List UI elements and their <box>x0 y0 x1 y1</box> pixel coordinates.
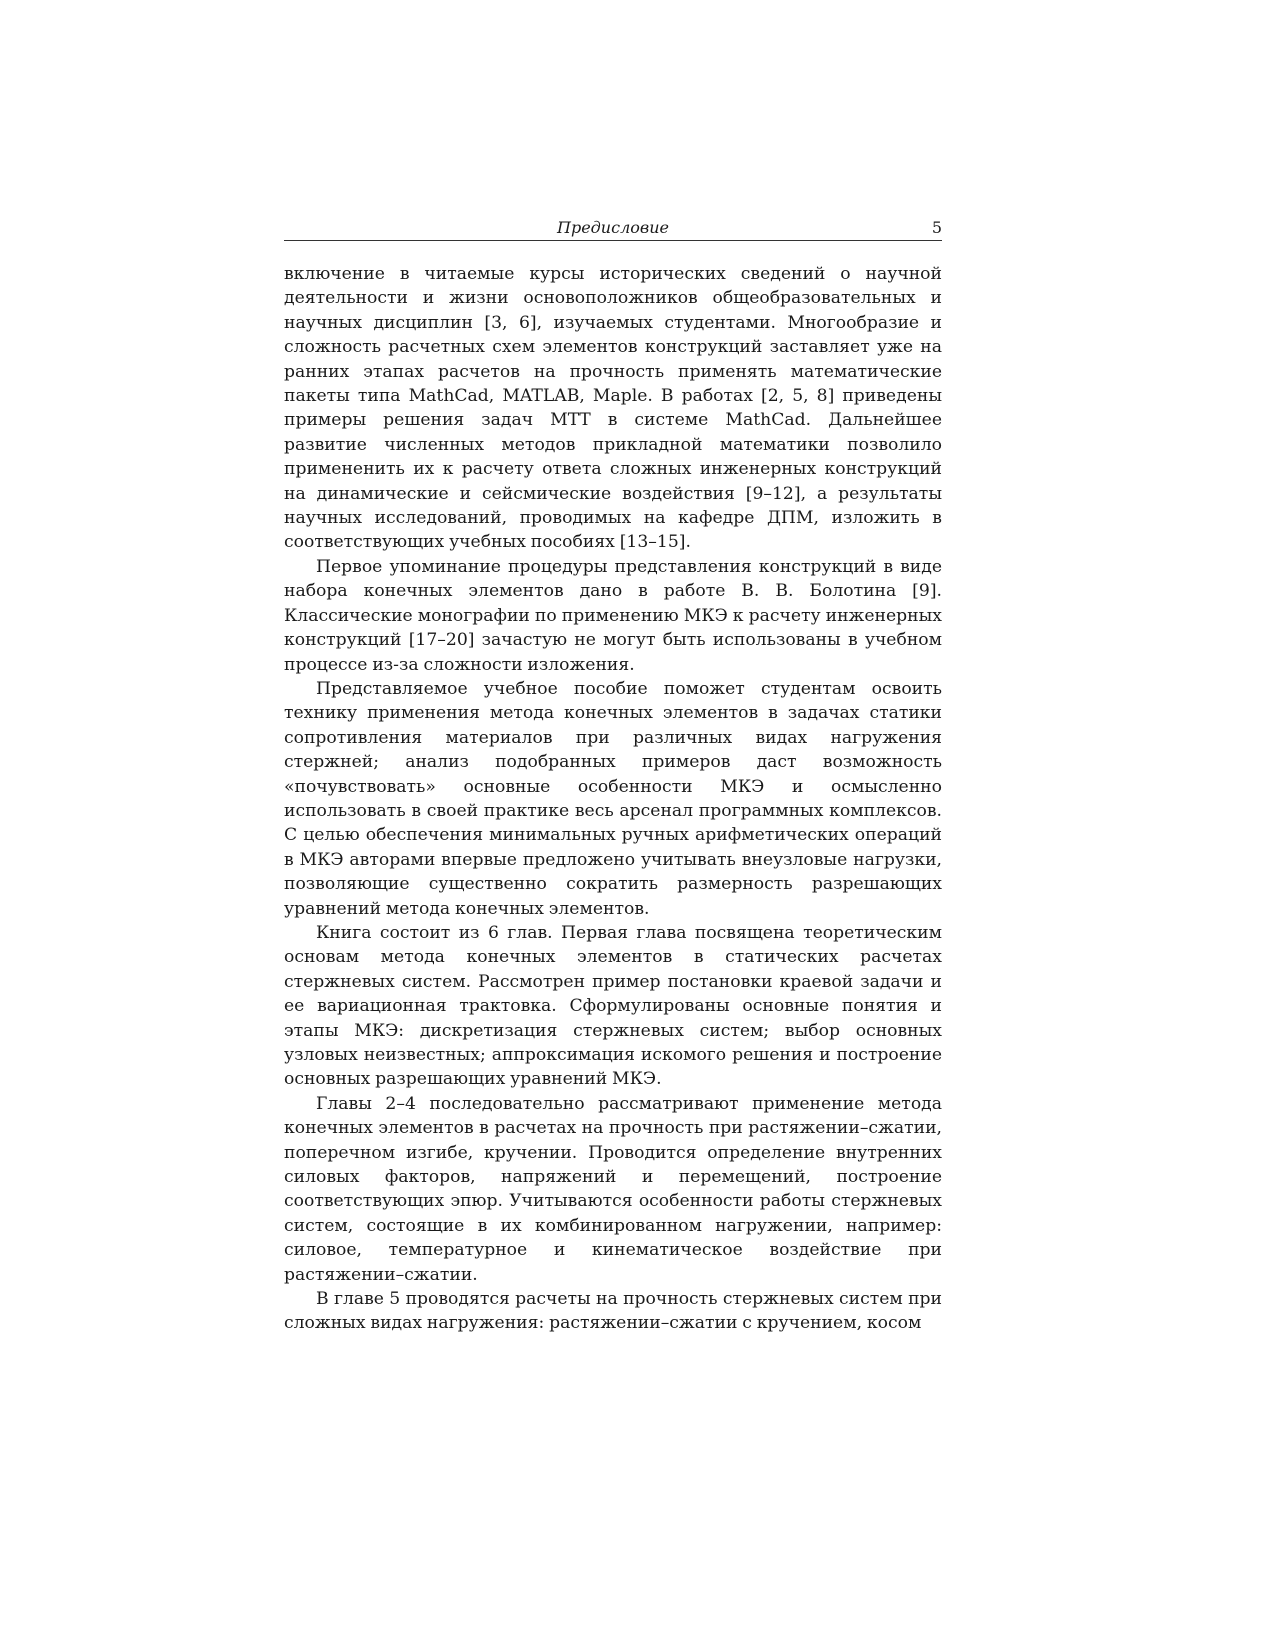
paragraph-chapter-1: Книга состоит из 6 глав. Первая глава посвящена теоретическим основам метода конечных элементов в статических расчетах стержневых систем. Рассмотрен пример постановки краевой задачи и ее вариационная трактовка. Сформулированы основные понятия и этапы МКЭ: дискретизация стержневых систем; выбор основных узловых неизвестных; аппроксимация искомого решения и построение основных разрешающих уравнений МКЭ. <box>284 922 942 1090</box>
running-header <box>284 218 942 241</box>
paragraph-chapters-2-4: Главы 2–4 последовательно рассматривают применение метода конечных элементов в расчетах на прочность при растяжении–сжатии, поперечном изгибе, кручении. Проводится определение внутренних силовых факторов, напряжений и перемещений, построение соответствующих эпюр. Учитываются особенности работы стержневых систем, состоящие в их комбинированном нагружении, например: силовое, температурное и кинематическое воздействие при растяжении–сжатии. <box>284 1093 942 1285</box>
paragraph-continuation: включение в читаемые курсы исторических сведений о научной деятельности и жизни основоположников общеобразовательных и научных дисциплин [3, 6], изучаемых студентами. Многообразие и сложность расчетных схем элементов конструкций заставляет уже на ранних этапах расчетов на прочность применять математические пакеты типа MathCad, MATLAB, Maple. В работах [2, 5, 8] приведены примеры решения задач МТТ в системе MathCad. Дальнейшее развитие численных методов прикладной математики позволило примененить их к расчету ответа сложных инженерных конструкций на динамические и сейсмические воздействия [9–12], а результаты научных исследований, проводимых на кафедре ДПМ, изложить в соответствующих учебных пособиях [13–15]. <box>284 264 942 553</box>
running-title: Предисловие <box>557 218 669 237</box>
paragraph-textbook-purpose: Представляемое учебное пособие поможет студентам освоить технику применения метода конечных элементов в задачах статики сопротивления материалов при различных видах нагружения стержней; анализ подобранных примеров даст возможность «почувствовать» основные особенности МКЭ и осмысленно использовать в своей практике весь арсенал программных комплексов. С целью обеспечения минимальных ручных арифметических операций в МКЭ авторами впервые предложено учитывать внеузловые нагрузки, позволяющие существенно сократить размерность разрешающих уравнений метода конечных элементов. <box>284 678 942 919</box>
book-page <box>284 0 942 1651</box>
paragraph-chapter-5: В главе 5 проводятся расчеты на прочность стержневых систем при сложных видах нагружения: растяжении–сжатии с кручением, косом <box>284 1289 942 1334</box>
body-text <box>284 262 942 1336</box>
paragraph-bolotin: Первое упоминание процедуры представления конструкций в виде набора конечных элементов дано в работе В. В. Болотина [9]. Классические монографии по применению МКЭ к расчету инженерных конструкций [17–20] зачастую не могут быть использованы в учебном процессе из-за сложности изложения. <box>284 556 942 675</box>
page-number: 5 <box>931 218 942 237</box>
